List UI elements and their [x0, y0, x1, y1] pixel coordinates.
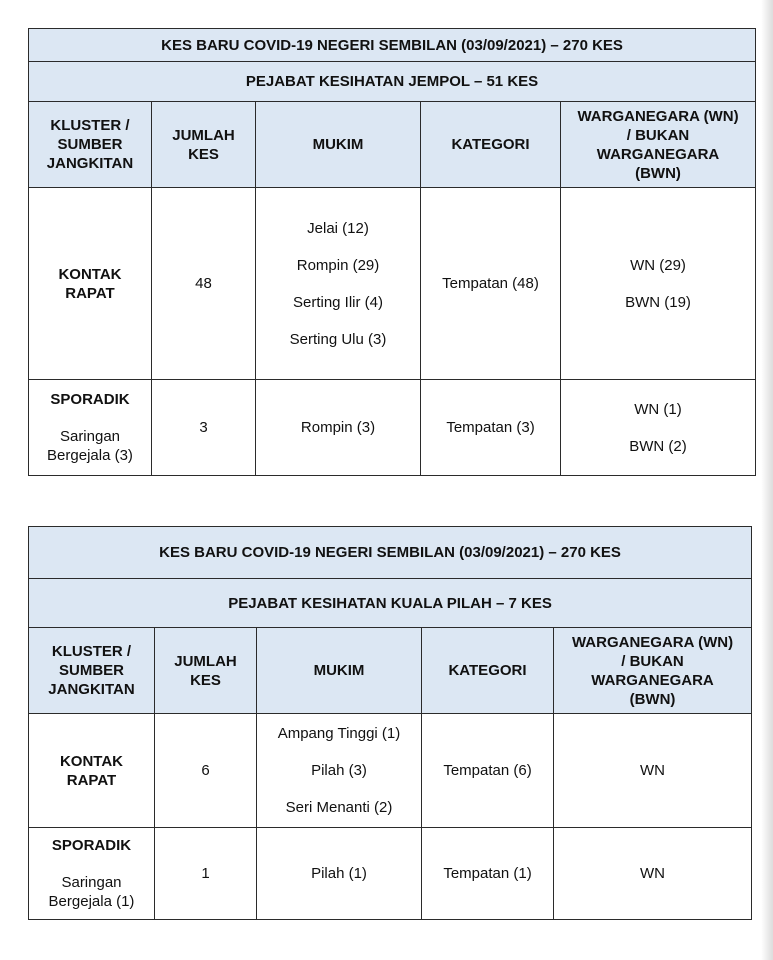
cell-jumlah: 1	[155, 828, 257, 920]
cell-kategori: Tempatan (48)	[421, 188, 561, 380]
cell-mukim: Ampang Tinggi (1) Pilah (3) Seri Menanti (2)	[257, 714, 422, 828]
cell-mukim: Pilah (1)	[257, 828, 422, 920]
cell-kategori: Tempatan (6)	[422, 714, 554, 828]
cell-kluster: KONTAK RAPAT	[29, 188, 152, 380]
header-mukim: MUKIM	[256, 102, 421, 188]
cell-kategori: Tempatan (3)	[421, 380, 561, 476]
header-kategori: KATEGORI	[422, 628, 554, 714]
kuala-pilah-case-table	[28, 526, 752, 920]
header-kluster: KLUSTER / SUMBER JANGKITAN	[29, 628, 155, 714]
header-warganegara: WARGANEGARA (WN) / BUKAN WARGANEGARA (BWN)	[554, 628, 752, 714]
jempol-case-table	[28, 28, 756, 476]
table-title: KES BARU COVID-19 NEGERI SEMBILAN (03/09/2021) – 270 KES	[29, 527, 752, 579]
cell-mukim: Jelai (12) Rompin (29) Serting Ilir (4) Serting Ulu (3)	[256, 188, 421, 380]
header-jumlah-kes: JUMLAH KES	[152, 102, 256, 188]
cell-kluster: SPORADIK Saringan Bergejala (1)	[29, 828, 155, 920]
cell-warganegara: WN (1) BWN (2)	[561, 380, 756, 476]
header-kluster: KLUSTER / SUMBER JANGKITAN	[29, 102, 152, 188]
page-edge-shadow	[761, 0, 773, 960]
cell-jumlah: 6	[155, 714, 257, 828]
office-title: PEJABAT KESIHATAN KUALA PILAH – 7 KES	[29, 579, 752, 628]
table-row	[29, 188, 756, 380]
table-row	[29, 380, 756, 476]
cell-kluster: SPORADIK Saringan Bergejala (3)	[29, 380, 152, 476]
table-row	[29, 714, 752, 828]
office-title: PEJABAT KESIHATAN JEMPOL – 51 KES	[29, 62, 756, 102]
cell-jumlah: 48	[152, 188, 256, 380]
cell-jumlah: 3	[152, 380, 256, 476]
table-title: KES BARU COVID-19 NEGERI SEMBILAN (03/09/2021) – 270 KES	[29, 29, 756, 62]
cell-kategori: Tempatan (1)	[422, 828, 554, 920]
header-warganegara: WARGANEGARA (WN) / BUKAN WARGANEGARA (BWN)	[561, 102, 756, 188]
header-kategori: KATEGORI	[421, 102, 561, 188]
cell-warganegara: WN	[554, 714, 752, 828]
cell-kluster: KONTAK RAPAT	[29, 714, 155, 828]
cell-warganegara: WN (29) BWN (19)	[561, 188, 756, 380]
cell-mukim: Rompin (3)	[256, 380, 421, 476]
table-row	[29, 828, 752, 920]
cell-warganegara: WN	[554, 828, 752, 920]
header-jumlah-kes: JUMLAH KES	[155, 628, 257, 714]
header-mukim: MUKIM	[257, 628, 422, 714]
